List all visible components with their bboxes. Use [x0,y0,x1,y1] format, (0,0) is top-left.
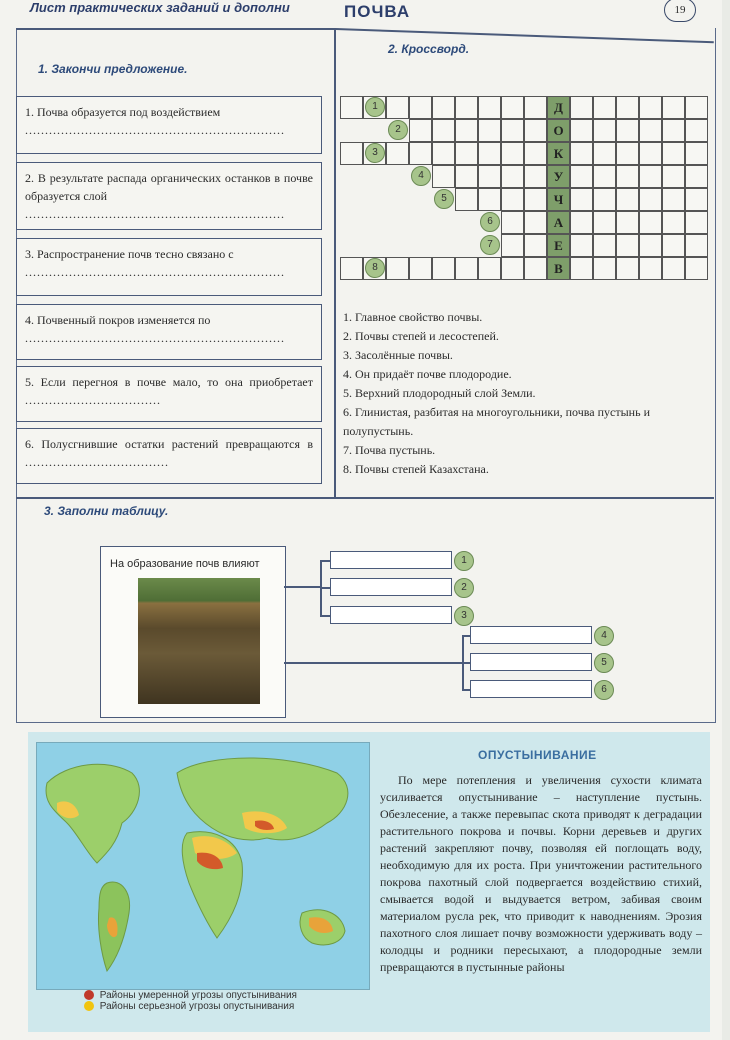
connector-h1 [320,560,330,562]
crossword-cell[interactable] [432,119,455,142]
table-answer-box-2[interactable] [330,578,452,596]
crossword-cell[interactable] [501,234,524,257]
crossword-key-cell[interactable]: Е [547,234,570,257]
crossword-row-number: 5 [434,189,454,209]
clue-8: 8. Почвы степей Казахстана. [343,462,489,476]
task1-item-6-text: 6. Полусгнившие остатки растений превращаются в [25,437,313,451]
crossword-cell[interactable] [639,188,662,211]
crossword-row-number: 3 [365,143,385,163]
answer-line-6[interactable]: .................................... [25,455,169,469]
crossword-cell[interactable] [501,96,524,119]
answer-line-2[interactable]: ................................................................. [25,207,285,221]
table-number-2: 2 [454,578,474,598]
crossword-cell[interactable] [478,96,501,119]
crossword-grid[interactable] [340,94,710,290]
crossword-cell[interactable] [662,188,685,211]
crossword-cell[interactable] [593,234,616,257]
crossword-row-number: 1 [365,97,385,117]
crossword-cell[interactable] [616,165,639,188]
crossword-cell[interactable] [593,96,616,119]
task1-title: 1. Закончи предложение. [38,62,188,76]
crossword-cell[interactable] [593,165,616,188]
table-number-3: 3 [454,606,474,626]
crossword-cell[interactable] [409,96,432,119]
task1-item-5 [16,366,322,422]
crossword-key-cell[interactable]: А [547,211,570,234]
crossword-cell[interactable] [478,188,501,211]
legend-dot-red [84,990,94,1000]
crossword-cell[interactable] [478,257,501,280]
legend-label-serious: Районы серьезной угрозы опустынивания [99,1001,295,1012]
header-left-title: Лист практических заданий и дополни [30,0,290,15]
clue-5: 5. Верхний плодородный слой Земли. [343,386,536,400]
table-number-6: 6 [594,680,614,700]
crossword-cell[interactable] [570,211,593,234]
crossword-cell[interactable] [570,96,593,119]
crossword-cell[interactable] [639,142,662,165]
crossword-cell[interactable] [501,188,524,211]
crossword-cell[interactable] [662,257,685,280]
crossword-cell[interactable] [616,142,639,165]
article-text: По мере потепления и увеличения сухости климата усиливается опустынивание – наступление пустынь. Обезлесение, а также перевыпас скота приводят к деградации растительного покрова и почвы. Корни деревьев и других растений закрепляют почву, позволяя ей поглощать воду, необходимую для их роста. При уничтожении растительного покрова пахотный слой подвергается воздействию стихий, смывается водой и выдувается ветром, забивая своим материалом русла рек, что приводит к наводнениям. Эрозия пахотного слоя лишает почву возможности удерживать воду – колодцы и родники пересыхают, а плодородные земли превращаются в пустынные районы [380,773,702,974]
connector-h3 [320,615,330,617]
task3-title: 3. Заполни таблицу. [44,504,169,518]
task1-item-1-text: 1. Почва образуется под воздействием [25,105,221,119]
crossword-cell[interactable] [639,165,662,188]
crossword-cell[interactable] [616,211,639,234]
answer-line-3[interactable]: ................................................................. [25,265,285,279]
crossword-clues [343,308,713,479]
legend-item-moderate [84,990,297,1001]
crossword-cell[interactable] [639,119,662,142]
task2-title: 2. Кроссворд. [388,42,470,56]
crossword-key-cell[interactable]: У [547,165,570,188]
map-legend [84,990,297,1012]
world-map [36,742,370,990]
crossword-cell[interactable] [685,96,708,119]
crossword-cell[interactable] [639,257,662,280]
crossword-cell[interactable] [478,119,501,142]
legend-label-moderate: Районы умеренной угрозы опустынивания [99,990,297,1001]
crossword-cell[interactable] [478,142,501,165]
crossword-cell[interactable] [570,165,593,188]
crossword-cell[interactable] [662,96,685,119]
table-number-5: 5 [594,653,614,673]
crossword-cell[interactable] [570,188,593,211]
crossword-cell[interactable] [524,142,547,165]
crossword-cell[interactable] [409,142,432,165]
clue-1: 1. Главное свойство почвы. [343,310,483,324]
crossword-cell[interactable] [662,119,685,142]
crossword-cell[interactable] [478,165,501,188]
task1-item-1 [16,96,322,154]
crossword-cell[interactable] [455,142,478,165]
crossword-cell[interactable] [340,142,363,165]
crossword-cell[interactable] [455,257,478,280]
task1-item-4-text: 4. Почвенный покров изменяется по [25,313,211,327]
crossword-cell[interactable] [662,211,685,234]
crossword-cell[interactable] [593,142,616,165]
task1-item-3 [16,238,322,296]
crossword-cell[interactable] [685,142,708,165]
crossword-cell[interactable] [340,96,363,119]
crossword-cell[interactable] [432,257,455,280]
world-map-svg [37,743,369,989]
crossword-key-cell[interactable]: В [547,257,570,280]
connector-h2 [320,587,330,589]
task1-item-4 [16,304,322,360]
crossword-cell[interactable] [386,96,409,119]
crossword-cell[interactable] [616,96,639,119]
frame-horizontal-divider [16,497,714,499]
crossword-cell[interactable] [639,96,662,119]
crossword-row-number: 6 [480,212,500,232]
crossword-cell[interactable] [501,142,524,165]
crossword-cell[interactable] [432,96,455,119]
crossword-cell[interactable] [616,234,639,257]
crossword-cell[interactable] [340,257,363,280]
crossword-cell[interactable] [409,257,432,280]
page-title: ПОЧВА [344,2,411,21]
crossword-cell[interactable] [662,165,685,188]
clue-2: 2. Почвы степей и лесостепей. [343,329,499,343]
crossword-cell[interactable] [593,119,616,142]
crossword-cell[interactable] [685,188,708,211]
crossword-key-cell[interactable]: К [547,142,570,165]
table-answer-box-5[interactable] [470,653,592,671]
task1-item-2-text: 2. В результате распада органических останков в почве образуется слой [25,171,313,203]
answer-line-4[interactable]: ................................................................. [25,331,285,345]
crossword-cell[interactable] [524,165,547,188]
crossword-cell[interactable] [501,257,524,280]
soil-photo [138,578,260,704]
legend-dot-yellow [84,1001,94,1011]
connector-h4 [462,635,470,637]
crossword-cell[interactable] [593,211,616,234]
answer-line-1[interactable]: ................................................................. [25,123,285,137]
crossword-cell[interactable] [432,165,455,188]
crossword-cell[interactable] [685,257,708,280]
crossword-key-cell[interactable]: Ч [547,188,570,211]
clue-3: 3. Засолённые почвы. [343,348,453,362]
frame-vertical-divider [334,28,336,498]
crossword-cell[interactable] [570,142,593,165]
crossword-cell[interactable] [570,257,593,280]
crossword-cell[interactable] [524,257,547,280]
crossword-cell[interactable] [432,142,455,165]
crossword-row-number: 2 [388,120,408,140]
clue-4: 4. Он придаёт почве плодородие. [343,367,512,381]
crossword-cell[interactable] [524,119,547,142]
task1-item-3-text: 3. Распространение почв тесно связано с [25,247,234,261]
crossword-cell[interactable] [501,165,524,188]
crossword-cell[interactable] [685,211,708,234]
task1-item-2 [16,162,322,230]
clue-7: 7. Почва пустынь. [343,443,436,457]
crossword-key-cell[interactable]: О [547,119,570,142]
crossword-cell[interactable] [386,257,409,280]
table-answer-box-1[interactable] [330,551,452,569]
crossword-cell[interactable] [639,211,662,234]
crossword-cell[interactable] [501,119,524,142]
crossword-cell[interactable] [524,96,547,119]
crossword-cell[interactable] [639,234,662,257]
connector-h5 [462,662,470,664]
crossword-cell[interactable] [501,211,524,234]
clue-6: 6. Глинистая, разбитая на многоугольники, почва пустынь и полупустынь. [343,405,650,438]
crossword-cell[interactable] [662,234,685,257]
answer-line-5[interactable]: .................................. [25,393,161,407]
crossword-cell[interactable] [524,211,547,234]
crossword-cell[interactable] [409,119,432,142]
task1-item-5-text: 5. Если перегноя в почве мало, то она приобретает [25,375,313,389]
task1-item-6 [16,428,322,484]
crossword-cell[interactable] [455,165,478,188]
crossword-row-number: 4 [411,166,431,186]
connector-h6 [462,689,470,691]
crossword-cell[interactable] [616,257,639,280]
crossword-cell[interactable] [455,119,478,142]
page-number: 19 [664,0,696,22]
crossword-cell[interactable] [685,234,708,257]
crossword-cell[interactable] [570,119,593,142]
crossword-cell[interactable] [455,96,478,119]
crossword-row-number: 7 [480,235,500,255]
crossword-cell[interactable] [570,234,593,257]
crossword-cell[interactable] [524,234,547,257]
table-number-1: 1 [454,551,474,571]
table-answer-box-4[interactable] [470,626,592,644]
crossword-cell[interactable] [593,257,616,280]
crossword-cell[interactable] [593,188,616,211]
crossword-cell[interactable] [685,119,708,142]
crossword-cell[interactable] [685,165,708,188]
crossword-cell[interactable] [616,188,639,211]
crossword-cell[interactable] [662,142,685,165]
article-title: ОПУСТЫНИВАНИЕ [478,748,597,762]
crossword-cell[interactable] [455,188,478,211]
table-number-4: 4 [594,626,614,646]
legend-item-serious [84,1001,297,1012]
table-answer-box-6[interactable] [470,680,592,698]
soil-factor-label: На образование почв влияют [110,558,260,570]
crossword-cell[interactable] [616,119,639,142]
crossword-cell[interactable] [524,188,547,211]
frame-top-line [16,28,336,30]
connector-main [284,586,320,588]
table-answer-box-3[interactable] [330,606,452,624]
crossword-row-number: 8 [365,258,385,278]
connector-lower [284,662,462,664]
crossword-cell[interactable] [386,142,409,165]
crossword-key-cell[interactable]: Д [547,96,570,119]
